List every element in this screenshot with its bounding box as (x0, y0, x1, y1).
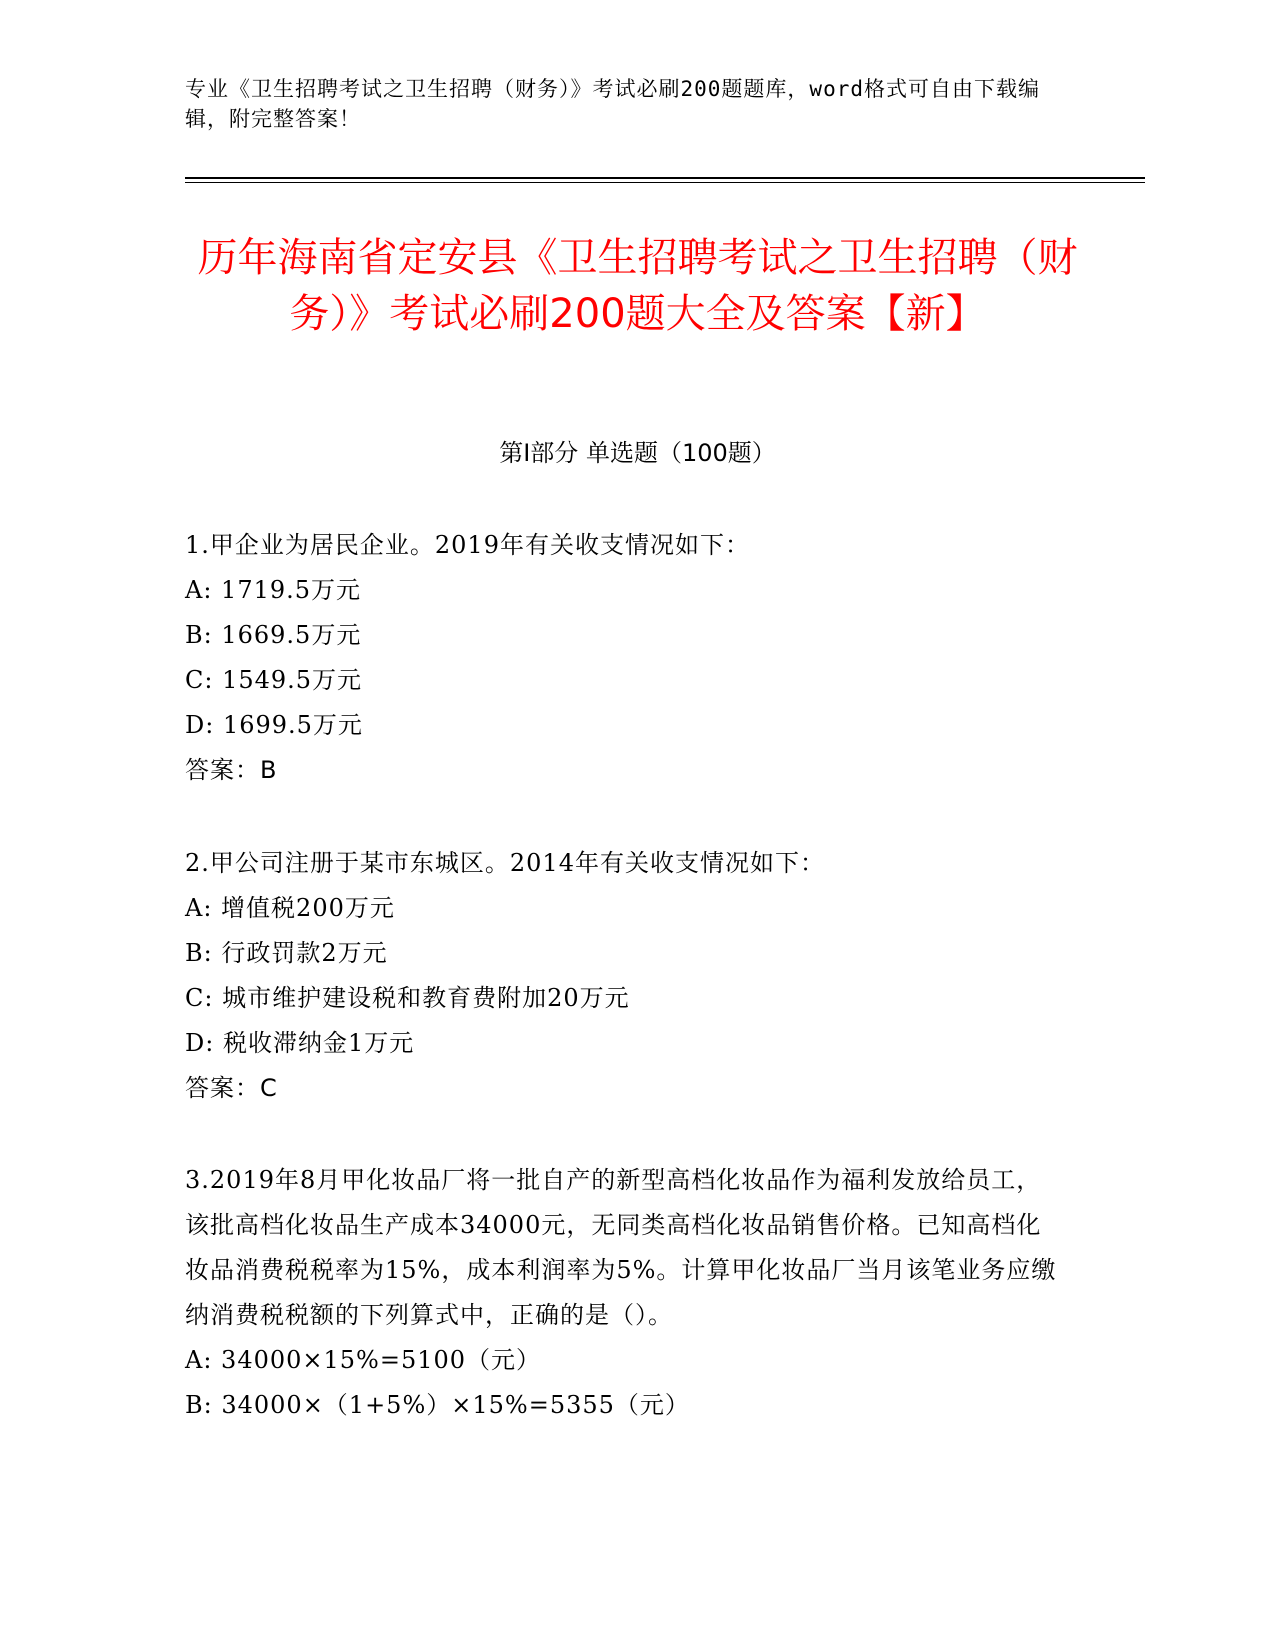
question-stem: 3.2019年8月甲化妆品厂将一批自产的新型高档化妆品作为福利发放给员工，该批高档化妆品生产成本34000元，无同类高档化妆品销售价格。已知高档化妆品消费税税率为15%，成本利润率为5%。计算甲化妆品厂当月该笔业务应缴纳消费税税额的下列算式中，正确的是（）。 (185, 1166, 1057, 1329)
document-title: 历年海南省定安县《卫生招聘考试之卫生招聘（财务）》考试必刷200题大全及答案【新】 (197, 235, 1078, 337)
option-b: B: 34000×（1+5%）×15%=5355（元） (185, 1391, 690, 1419)
header-rule-thin (185, 182, 1145, 183)
header-note: 专业《卫生招聘考试之卫生招聘（财务）》考试必刷200题题库，word格式可自由下载编辑，附完整答案！ (185, 77, 1040, 131)
option-b: B: 1669.5万元 (185, 621, 362, 649)
option-d: D: 税收滞纳金1万元 (185, 1029, 415, 1057)
question-3 (185, 1158, 1065, 1428)
option-c: C: 城市维护建设税和教育费附加20万元 (185, 984, 630, 1012)
answer: 答案：B (185, 756, 278, 784)
section-title: 第Ⅰ部分 单选题（100题） (499, 439, 776, 467)
question-stem: 1.甲企业为居民企业。2019年有关收支情况如下： (185, 531, 750, 559)
option-b: B: 行政罚款2万元 (185, 939, 388, 967)
question-1 (185, 523, 1065, 793)
option-d: D: 1699.5万元 (185, 711, 363, 739)
question-2 (185, 841, 1065, 1111)
option-a: A: 1719.5万元 (185, 576, 362, 604)
option-a: A: 增值税200万元 (185, 894, 395, 922)
option-a: A: 34000×15%=5100（元） (185, 1346, 542, 1374)
answer: 答案：C (185, 1074, 278, 1102)
option-c: C: 1549.5万元 (185, 666, 363, 694)
question-stem: 2.甲公司注册于某市东城区。2014年有关收支情况如下： (185, 849, 825, 877)
header-rule-thick (185, 177, 1145, 179)
